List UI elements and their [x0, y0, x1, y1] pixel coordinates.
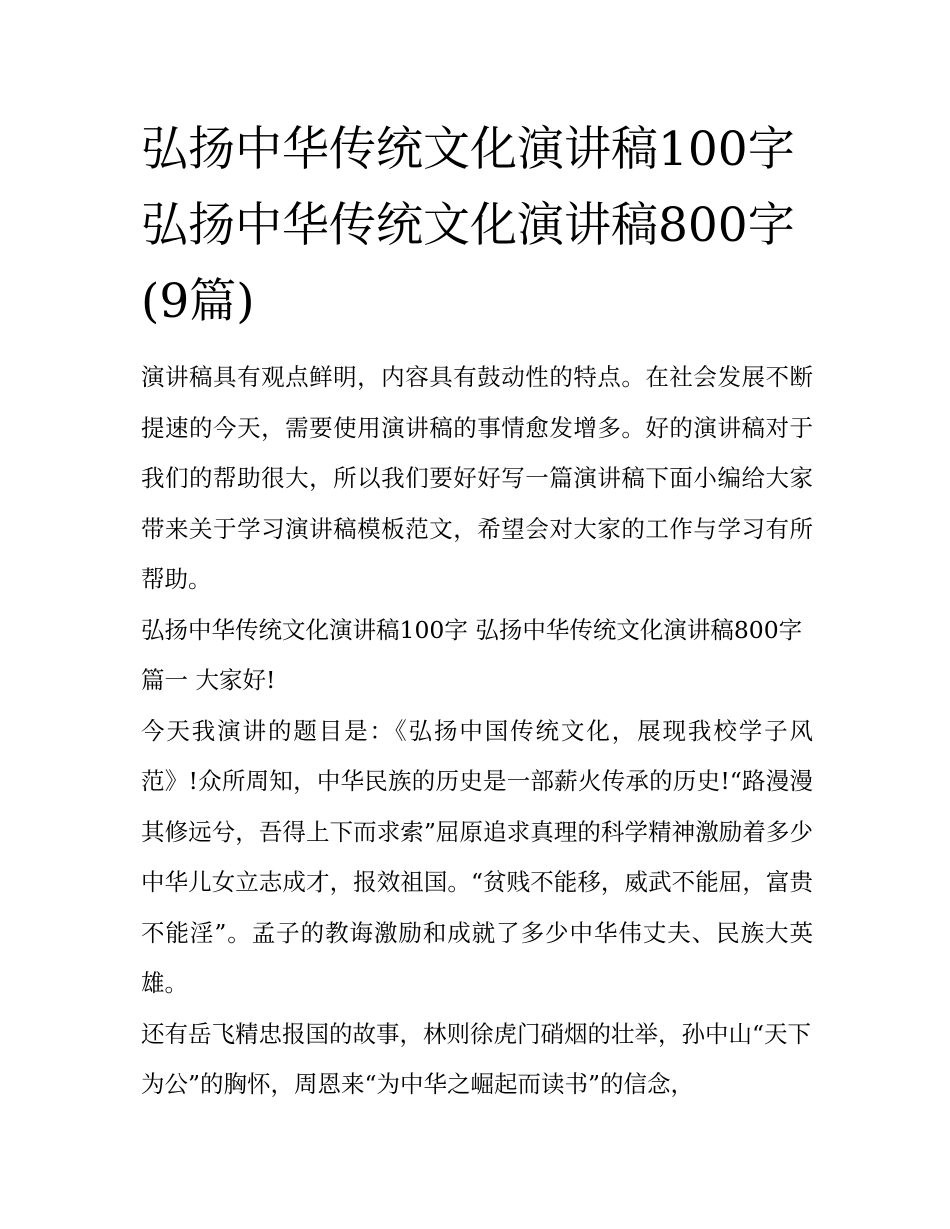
paragraph-intro: 演讲稿具有观点鲜明，内容具有鼓动性的特点。在社会发展不断提速的今天，需要使用演讲稿的事情愈发增多。好的演讲稿对于我们的帮助很大，所以我们要好好写一篇演讲稿下面小编给大家带来关于学习演讲稿模板范文，希望会对大家的工作与学习有所帮助。 — [141, 363, 813, 593]
paragraph-section-heading: 弘扬中华传统文化演讲稿100字 弘扬中华传统文化演讲稿800字篇一 大家好! — [141, 615, 803, 694]
document-body — [141, 352, 813, 1110]
paragraph-speech-topic: 今天我演讲的题目是：《弘扬中国传统文化，展现我校学子风范》!众所周知，中华民族的历史是一部薪火传承的历史!“路漫漫其修远兮，吾得上下而求索”屈原追求真理的科学精神激励着多少中华儿女立志成才，报效祖国。“贫贱不能移，威武不能屈，富贵不能淫”。孟子的教诲激励和成就了多少中华伟丈夫、民族大英雄。 — [141, 716, 813, 997]
paragraph-historical-figures: 还有岳飞精忠报国的故事，林则徐虎门硝烟的壮举，孙中山“天下为公”的胸怀，周恩来“为中华之崛起而读书”的信念， — [141, 1019, 812, 1098]
document-title: 弘扬中华传统文化演讲稿100字 弘扬中华传统文化演讲稿800字(9篇) — [141, 122, 795, 329]
